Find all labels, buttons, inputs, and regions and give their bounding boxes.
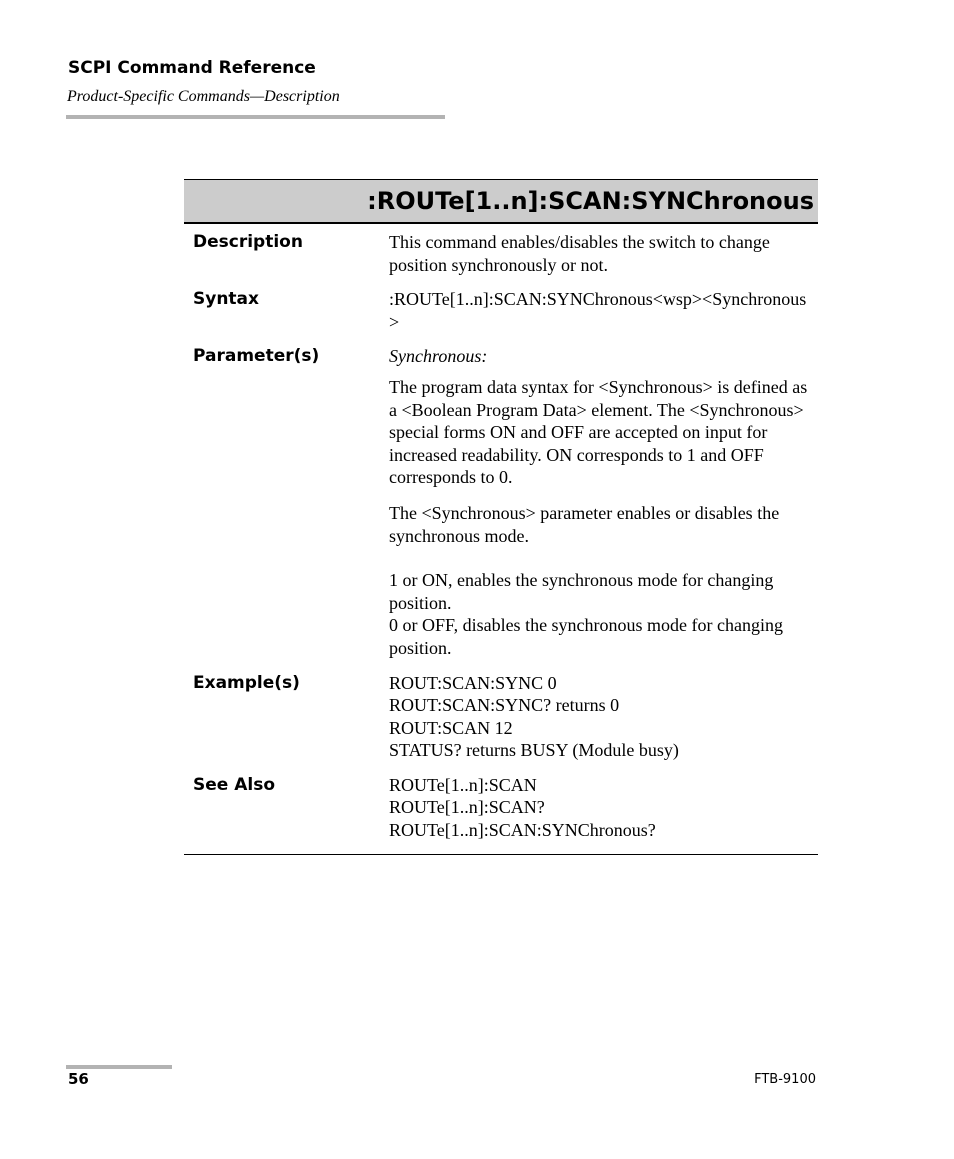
see-also-text xyxy=(389,774,809,842)
table-end-rule xyxy=(184,854,818,855)
parameter-paragraph-4: 0 or OFF, disables the synchronous mode for changing position. xyxy=(389,615,784,658)
footer-rule xyxy=(66,1065,172,1069)
example-line: ROUT:SCAN 12 xyxy=(389,717,513,738)
parameters-label: Parameter(s) xyxy=(193,346,320,367)
see-also-row xyxy=(184,774,818,842)
page-number: 56 xyxy=(68,1070,89,1088)
syntax-label: Syntax xyxy=(193,289,259,310)
see-also-label: See Also xyxy=(193,774,276,795)
examples-text xyxy=(389,672,809,762)
example-line: ROUT:SCAN:SYNC? returns 0 xyxy=(389,695,620,716)
parameter-paragraph-3: 1 or ON, enables the synchronous mode for changing position. xyxy=(389,570,774,613)
description-row xyxy=(184,231,818,276)
header-rule xyxy=(66,115,445,119)
command-table xyxy=(184,179,818,842)
section-subtitle: Product-Specific Commands—Description xyxy=(67,88,340,105)
parameters-text xyxy=(389,345,809,659)
product-name: FTB-9100 xyxy=(754,1072,816,1087)
examples-row xyxy=(184,672,818,762)
parameter-paragraph-2: The <Synchronous> parameter enables or disables the synchronous mode. xyxy=(389,502,780,546)
section-title: SCPI Command Reference xyxy=(68,58,316,78)
syntax-text xyxy=(389,288,809,333)
example-line: ROUT:SCAN:SYNC 0 xyxy=(389,672,557,693)
parameters-row xyxy=(184,345,818,659)
example-line: STATUS? returns BUSY (Module busy) xyxy=(389,740,679,761)
syntax-paragraph: :ROUTe[1..n]:SCAN:SYNChronous<wsp><Synchronous> xyxy=(389,289,807,332)
description-text xyxy=(389,231,809,276)
parameter-name: Synchronous: xyxy=(389,346,488,367)
description-label: Description xyxy=(193,232,303,252)
command-title-bar xyxy=(184,179,818,224)
syntax-row xyxy=(184,288,818,333)
command-title: :ROUTe[1..n]:SCAN:SYNChronous xyxy=(367,187,814,215)
parameter-paragraph-1: The program data syntax for <Synchronous> is defined as a <Boolean Program Data> element. The <Synchronous> special forms ON and OFF are accepted on input for increased readability. ON corresponds to 1 and OFF corresponds to 0. xyxy=(389,376,808,488)
see-also-link[interactable]: ROUTe[1..n]:SCAN xyxy=(389,774,537,795)
description-paragraph: This command enables/disables the switch to change position synchronously or not. xyxy=(389,232,770,275)
see-also-link[interactable]: ROUTe[1..n]:SCAN? xyxy=(389,797,545,818)
see-also-link[interactable]: ROUTe[1..n]:SCAN:SYNChronous? xyxy=(389,820,656,841)
examples-label: Example(s) xyxy=(193,672,300,693)
